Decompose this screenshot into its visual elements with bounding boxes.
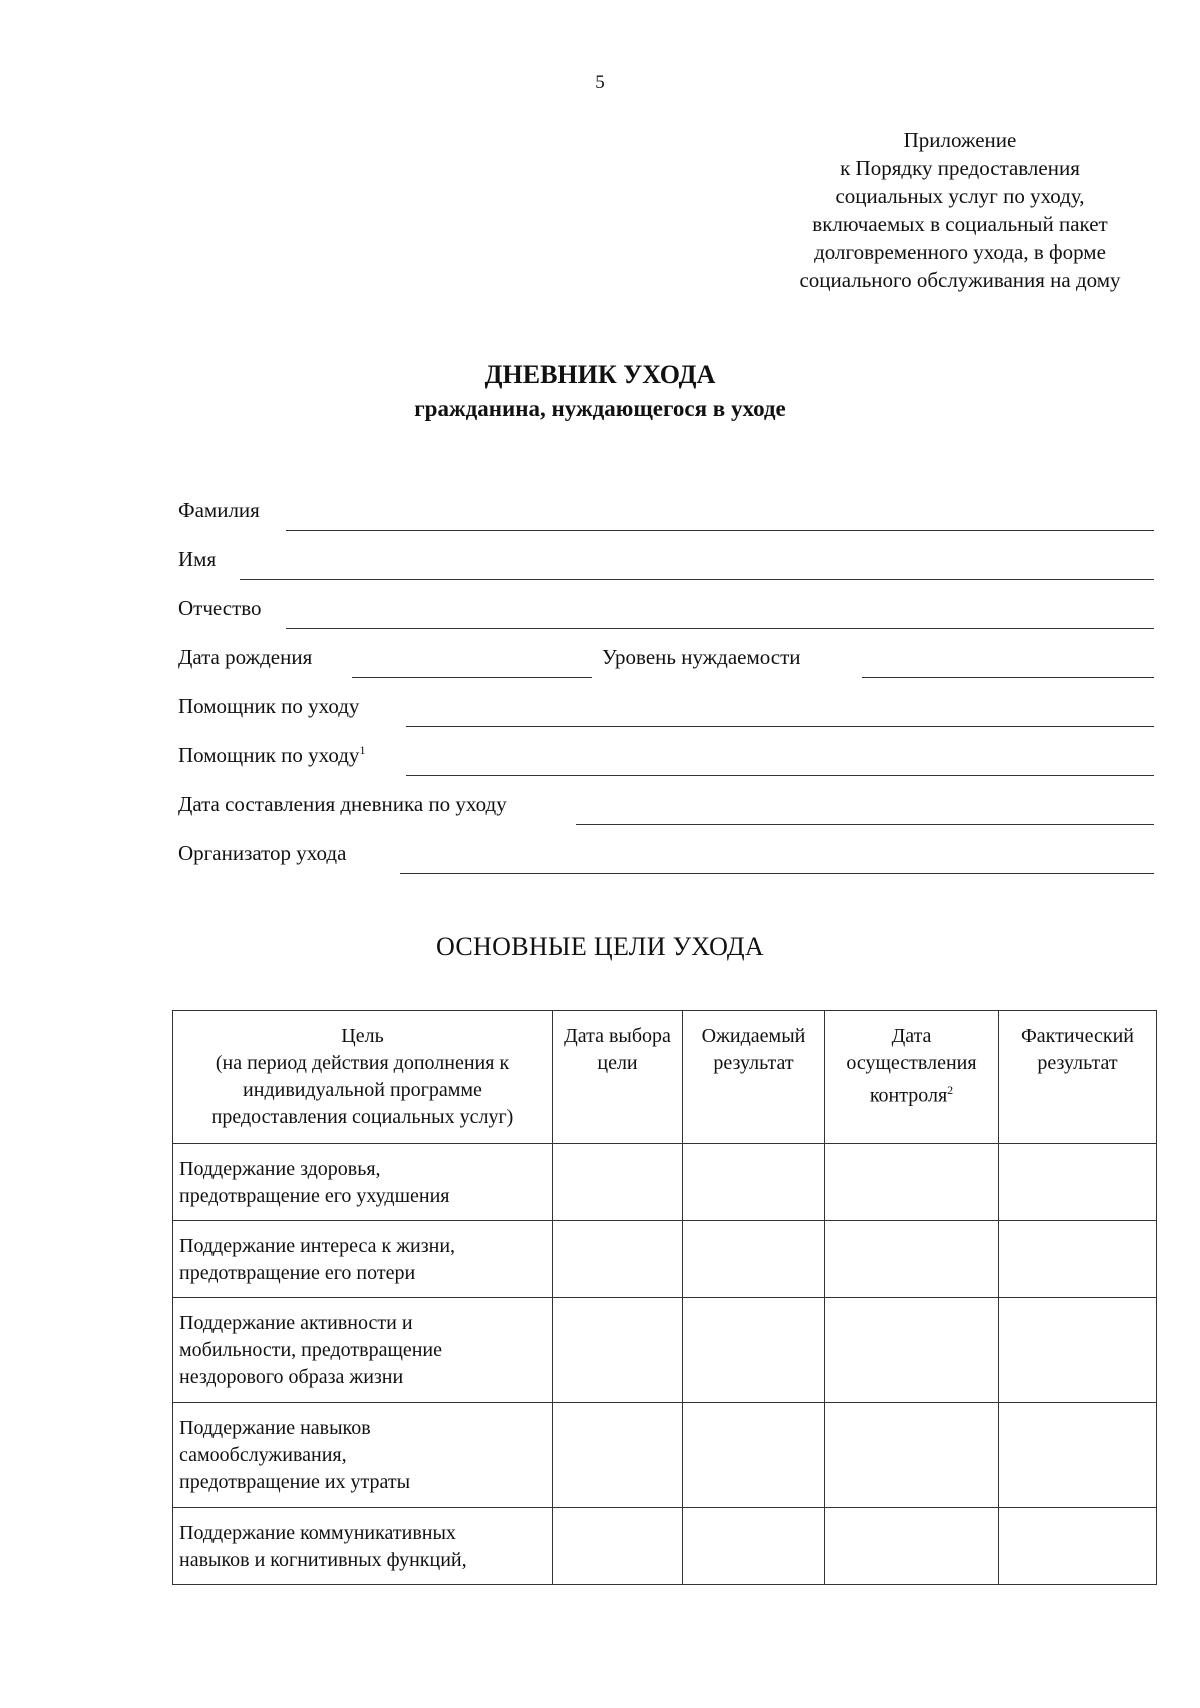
goal-date-cell[interactable]: [553, 1508, 683, 1585]
need-level-label: Уровень нуждаемости: [602, 645, 801, 669]
care-assistant-2-field[interactable]: [406, 775, 1154, 776]
table-row: [173, 1144, 1157, 1221]
need-level-field[interactable]: [862, 677, 1154, 678]
footnote-mark: 1: [359, 743, 366, 757]
control-date-cell[interactable]: [825, 1144, 999, 1221]
document-title: ДНЕВНИК УХОДА: [484, 360, 716, 389]
birth-date-label: Дата рождения: [178, 645, 313, 669]
expected-result-column-header: Ожидаемый результат: [683, 1011, 825, 1144]
actual-result-cell[interactable]: [999, 1298, 1157, 1403]
birth-date-field[interactable]: [352, 677, 592, 678]
appendix-line: долговременного ухода, в форме: [814, 240, 1106, 264]
appendix-line: социального обслуживания на дому: [799, 268, 1121, 292]
table-row: [173, 1221, 1157, 1298]
table-row: [173, 1403, 1157, 1508]
footnote-mark: 2: [947, 1083, 954, 1097]
control-date-cell[interactable]: [825, 1508, 999, 1585]
expected-result-cell[interactable]: [683, 1403, 825, 1508]
actual-result-cell[interactable]: [999, 1508, 1157, 1585]
goal-date-column-header: Дата выбора цели: [553, 1011, 683, 1144]
table-row: [173, 1508, 1157, 1585]
expected-result-cell[interactable]: [683, 1144, 825, 1221]
expected-result-cell[interactable]: [683, 1508, 825, 1585]
expected-result-cell[interactable]: [683, 1221, 825, 1298]
appendix-line: включаемых в социальный пакет: [812, 212, 1108, 236]
goals-table: [172, 1010, 1157, 1585]
table-row: [173, 1298, 1157, 1403]
control-date-cell[interactable]: [825, 1221, 999, 1298]
goals-heading: ОСНОВНЫЕ ЦЕЛИ УХОДА: [436, 932, 764, 961]
patronymic-field[interactable]: [286, 628, 1154, 629]
surname-label: Фамилия: [178, 498, 260, 522]
appendix-block: [740, 126, 1180, 294]
diary-date-label: Дата составления дневника по уходу: [178, 792, 507, 816]
goal-date-cell[interactable]: [553, 1403, 683, 1508]
care-organizer-field[interactable]: [400, 873, 1154, 874]
appendix-line: Приложение: [903, 128, 1017, 152]
goal-column-header: Цель (на период действия дополнения к индивидуальной программе предоставления социальных услуг): [173, 1011, 553, 1144]
care-assistant-label: Помощник по уходу: [178, 694, 360, 718]
appendix-line: к Порядку предоставления: [840, 156, 1080, 180]
goal-cell: Поддержание активности и мобильности, предотвращение нездорового образа жизни: [173, 1298, 553, 1403]
name-field[interactable]: [240, 579, 1154, 580]
appendix-line: социальных услуг по уходу,: [835, 184, 1085, 208]
actual-result-column-header: Фактический результат: [999, 1011, 1157, 1144]
control-date-cell[interactable]: [825, 1403, 999, 1508]
document-subtitle: гражданина, нуждающегося в уходе: [414, 396, 786, 421]
goal-cell: Поддержание здоровья, предотвращение его ухудшения: [173, 1144, 553, 1221]
control-date-column-header: Дата осуществления контроля$^2$: [825, 1011, 999, 1144]
name-label: Имя: [178, 547, 217, 571]
goal-cell: Поддержание навыков самообслуживания, предотвращение их утраты: [173, 1403, 553, 1508]
patronymic-label: Отчество: [178, 596, 262, 620]
surname-field[interactable]: [286, 530, 1154, 531]
care-assistant-field[interactable]: [406, 726, 1154, 727]
goal-cell: Поддержание интереса к жизни, предотвращение его потери: [173, 1221, 553, 1298]
diary-date-field[interactable]: [576, 824, 1154, 825]
goal-date-cell[interactable]: [553, 1144, 683, 1221]
goal-date-cell[interactable]: [553, 1298, 683, 1403]
expected-result-cell[interactable]: [683, 1298, 825, 1403]
care-assistant-2-label: Помощник по уходу$^1$: [178, 743, 366, 767]
actual-result-cell[interactable]: [999, 1144, 1157, 1221]
goal-date-cell[interactable]: [553, 1221, 683, 1298]
page-number: 5: [595, 72, 605, 93]
control-date-cell[interactable]: [825, 1298, 999, 1403]
care-organizer-label: Организатор ухода: [178, 841, 347, 865]
table-header-row: [173, 1011, 1157, 1144]
goal-cell: Поддержание коммуникативных навыков и когнитивных функций,: [173, 1508, 553, 1585]
actual-result-cell[interactable]: [999, 1403, 1157, 1508]
actual-result-cell[interactable]: [999, 1221, 1157, 1298]
